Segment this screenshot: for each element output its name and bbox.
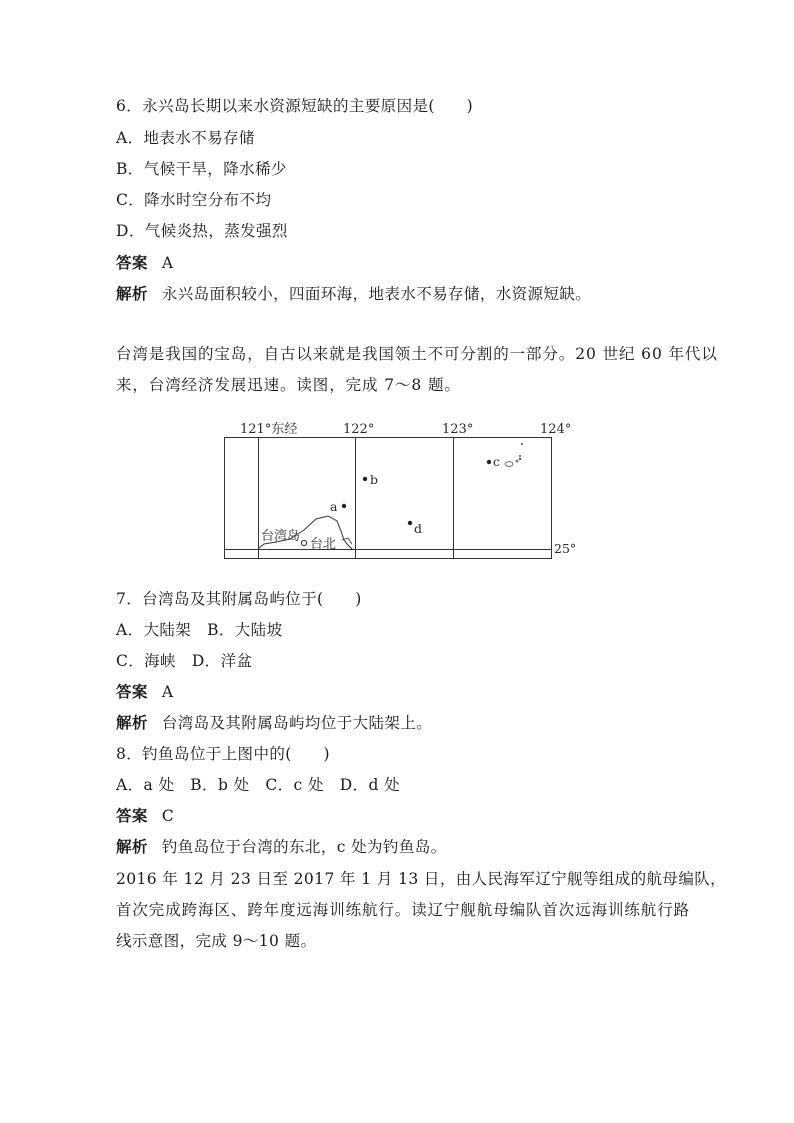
answer-label: 答案 [116,806,148,825]
lon-label-124: 124° [540,422,572,437]
q8-stem: 8．钓鱼岛位于上图中的( ) [116,745,330,763]
point-c-label: c [493,454,501,469]
island-label: 台湾岛 [261,529,301,544]
q7-analysis [116,713,432,733]
analysis-label: 解析 [116,713,148,732]
analysis-text: 台湾岛及其附属岛屿均位于大陆架上。 [161,714,433,732]
analysis-label: 解析 [116,284,148,303]
diaoyu-islets [505,443,523,466]
analysis-text: 永兴岛面积较小，四面环海，地表水不易存储，水资源短缺。 [161,285,592,303]
q7-answer [116,682,173,702]
analysis-text: 钓鱼岛位于台湾的东北，c 处为钓鱼岛。 [161,838,447,856]
q8-options: A．a 处 B．b 处 C．c 处 D．d 处 [116,776,401,794]
q7-options-line-2: C．海峡 D．洋盆 [116,652,253,670]
point-a-label: a [330,499,338,514]
point-b-label: b [370,472,379,487]
q7-options-line-1: A．大陆架 B．大陆坡 [116,621,283,639]
analysis-label: 解析 [116,837,148,856]
taiwan-map [224,418,577,564]
lon-label-123: 123° [442,422,474,437]
q6-option-c: C．降水时空分布不均 [116,191,272,209]
answer-value: A [161,683,174,701]
intro-taiwan-line-2: 来，台湾经济发展迅速。读图，完成 7～8 题。 [116,376,461,394]
q6-stem: 6．永兴岛长期以来水资源短缺的主要原因是( ) [116,97,474,115]
intro-liaoning-line-2: 首次完成跨海区、跨年度远海训练航行。读辽宁舰航母编队首次远海训练航行路 [116,901,691,919]
q6-option-a: A．地表水不易存储 [116,129,255,147]
q8-answer [116,806,174,826]
intro-liaoning-line-1: 2016 年 12 月 23 日至 2017 年 1 月 13 日，由人民海军辽宁舰等组成的航母编队， [116,870,727,888]
answer-value: A [161,254,174,272]
point-d-marker [408,521,412,525]
intro-liaoning-line-3: 线示意图，完成 9～10 题。 [116,932,317,950]
point-b-marker [363,477,367,481]
lat-label-25: 25° [554,541,577,556]
q6-option-b: B．气候干旱，降水稀少 [116,160,287,178]
point-c-marker [487,460,491,464]
q6-option-d: D．气候炎热，蒸发强烈 [116,222,288,240]
intro-taiwan-line-1: 台湾是我国的宝岛，自古以来就是我国领土不可分割的一部分。20 世纪 60 年代以 [116,345,718,363]
lon-label-122: 122° [343,422,375,437]
answer-label: 答案 [116,253,148,272]
q7-stem: 7．台湾岛及其附属岛屿位于( ) [116,590,362,608]
answer-value: C [161,807,175,825]
point-d-label: d [414,521,423,536]
lon-label-121: 121°东经 [240,422,298,437]
q6-answer [116,253,173,273]
q8-analysis [116,837,447,857]
q6-analysis [116,284,591,304]
taipei-marker [301,540,306,545]
answer-label: 答案 [116,682,148,701]
city-label: 台北 [310,537,337,552]
point-a-marker [342,504,346,508]
